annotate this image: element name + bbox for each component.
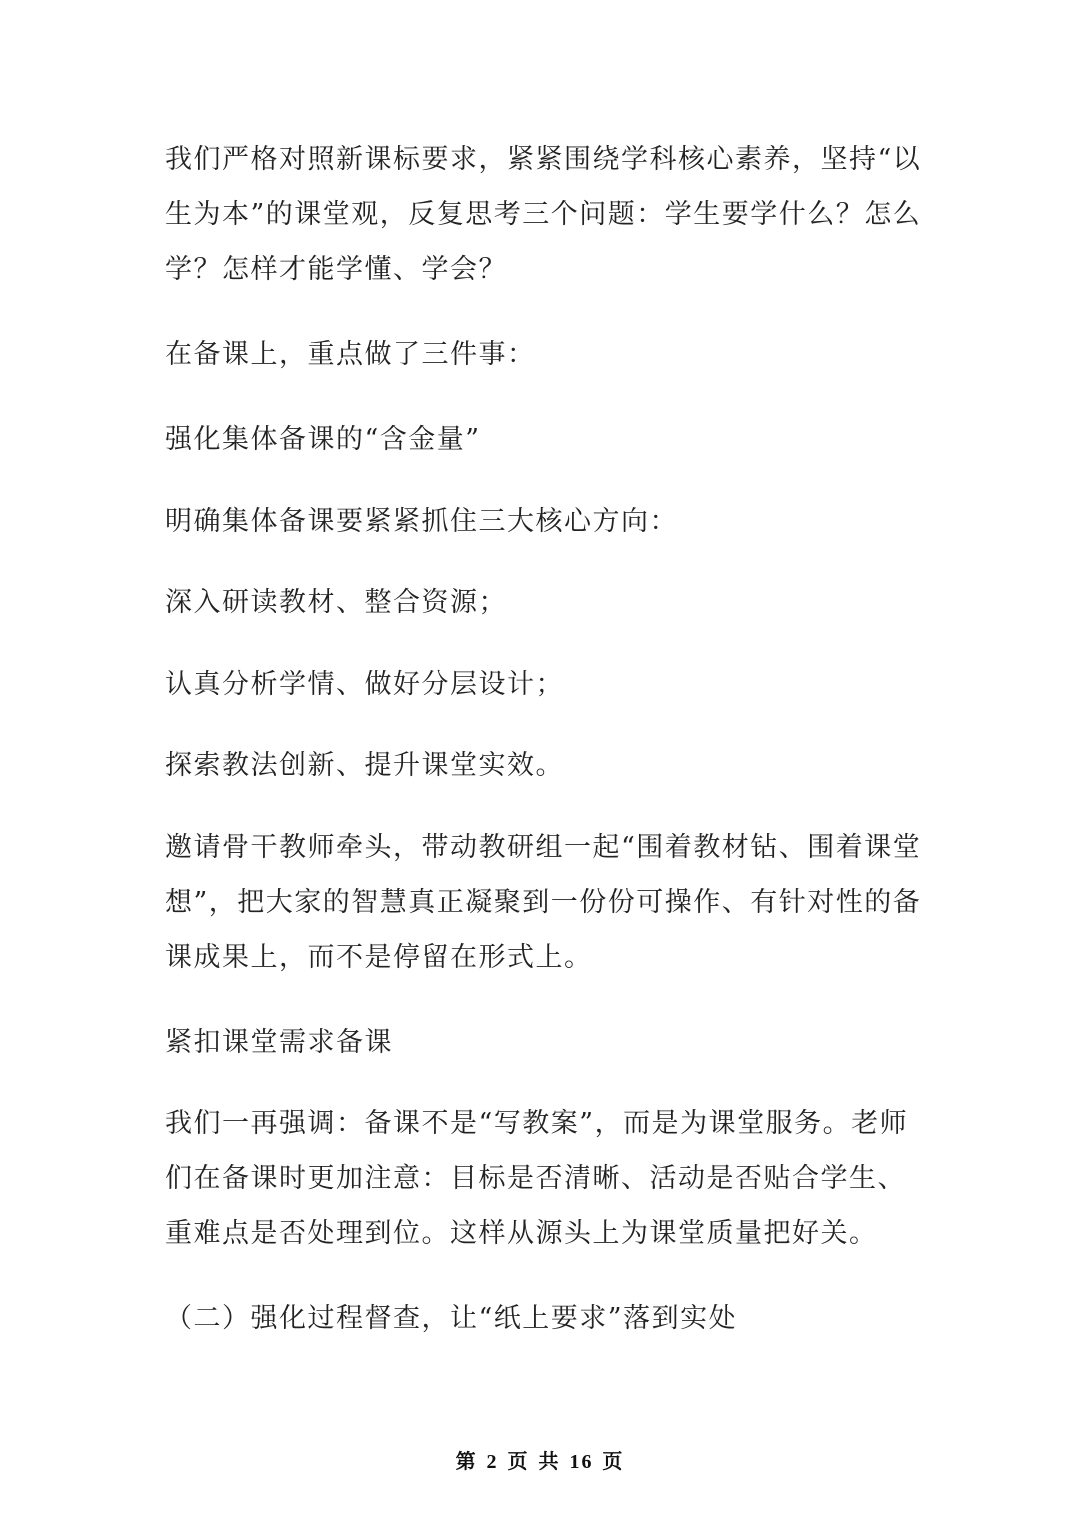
paragraph: 邀请骨干教师牵头，带动教研组一起“围着教材钻、围着课堂想”，把大家的智慧真正凝聚到一份份可操作、有针对性的备课成果上，而不是停留在形式上。 bbox=[165, 832, 922, 973]
paragraph: 紧扣课堂需求备课 bbox=[165, 1027, 393, 1058]
paragraph: 探索教法创新、提升课堂实效。 bbox=[165, 750, 564, 781]
page-footer bbox=[0, 1445, 1080, 1474]
paragraph: 深入研读教材、整合资源； bbox=[165, 587, 507, 618]
footer-middle: 页 共 bbox=[507, 1449, 561, 1473]
paragraph: 我们一再强调：备课不是“写教案”，而是为课堂服务。老师们在备课时更加注意：目标是否清晰、活动是否贴合学生、重难点是否处理到位。这样从源头上为课堂质量把好关。 bbox=[165, 1108, 909, 1249]
paragraph: （二）强化过程督查，让“纸上要求”落到实处 bbox=[165, 1303, 738, 1334]
paragraph: 强化集体备课的“含金量” bbox=[165, 424, 481, 455]
paragraph: 在备课上，重点做了三件事： bbox=[165, 339, 536, 370]
paragraph: 我们严格对照新课标要求，紧紧围绕学科核心素养，坚持“以生为本”的课堂观，反复思考三个问题：学生要学什么？怎么学？怎样才能学懂、学会？ bbox=[165, 144, 922, 285]
footer-page-number: 2 bbox=[486, 1451, 499, 1473]
footer-prefix: 第 bbox=[455, 1449, 478, 1473]
footer-total-pages: 16 bbox=[569, 1451, 594, 1473]
paragraph: 认真分析学情、做好分层设计； bbox=[165, 669, 564, 700]
paragraph: 明确集体备课要紧紧抓住三大核心方向： bbox=[165, 506, 678, 537]
footer-suffix: 页 bbox=[602, 1449, 625, 1473]
